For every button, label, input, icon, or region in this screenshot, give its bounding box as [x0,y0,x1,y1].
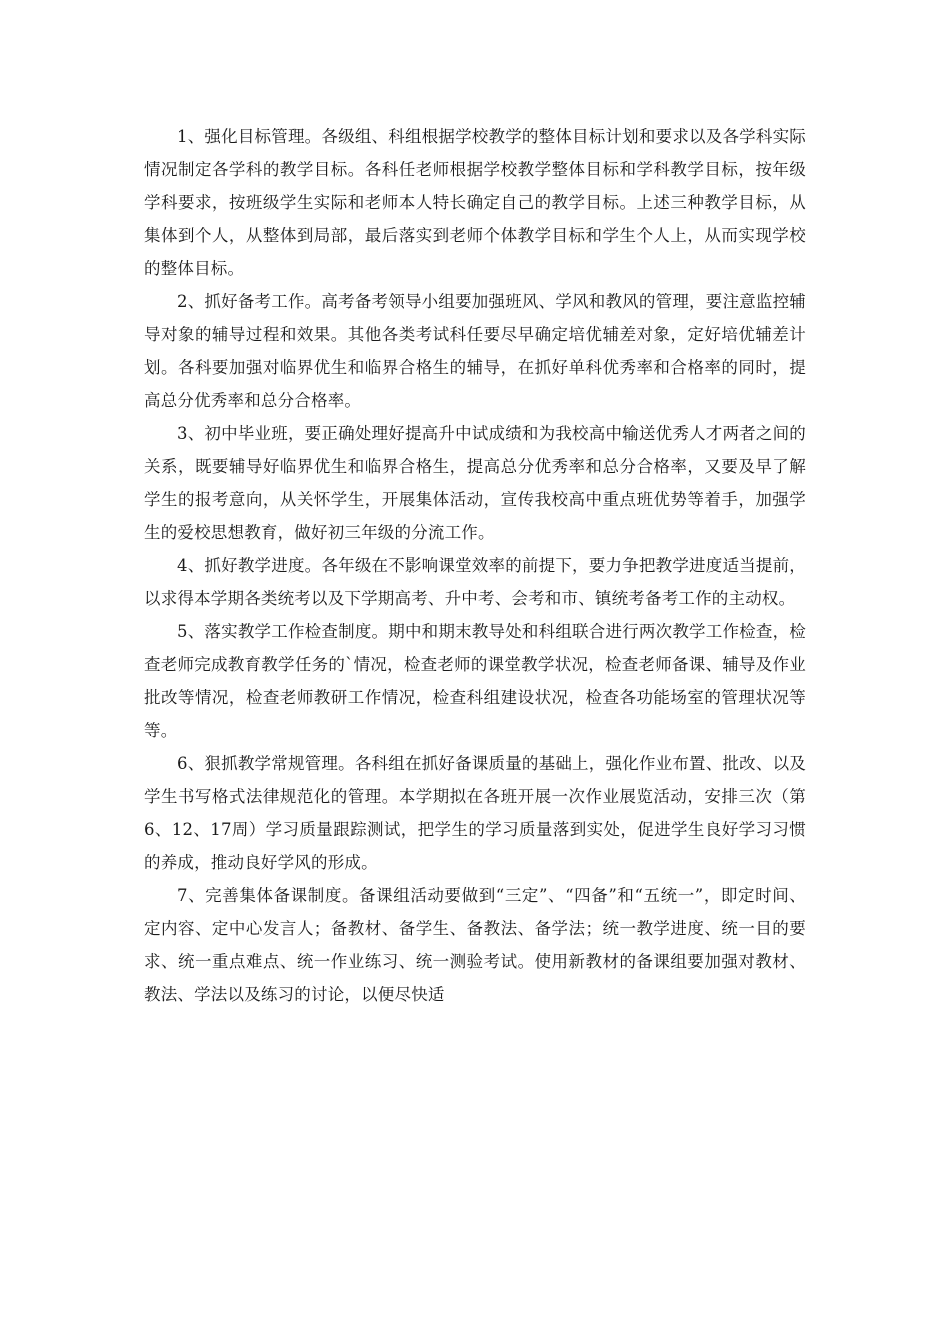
paragraph-5: 5、落实教学工作检查制度。期中和期末教导处和科组联合进行两次教学工作检查，检查老师完成教育教学任务的`情况，检查老师的课堂教学状况，检查老师备课、辅导及作业批改等情况，检查老师教研工作情况，检查科组建设状况，检查各功能场室的管理状况等等。 [144,622,806,740]
paragraph-6: 6、狠抓教学常规管理。各科组在抓好备课质量的基础上，强化作业布置、批改、以及学生书写格式法律规范化的管理。本学期拟在各班开展一次作业展览活动，安排三次（第6、12、17周）学习质量跟踪测试，把学生的学习质量落到实处，促进学生良好学习习惯的养成，推动良好学风的形成。 [144,754,806,872]
paragraph-3: 3、初中毕业班，要正确处理好提高升中试成绩和为我校高中输送优秀人才两者之间的关系，既要辅导好临界优生和临界合格生，提高总分优秀率和总分合格率，又要及早了解学生的报考意向，从关怀学生，开展集体活动，宣传我校高中重点班优势等着手，加强学生的爱校思想教育，做好初三年级的分流工作。 [144,424,806,542]
paragraph-2: 2、抓好备考工作。高考备考领导小组要加强班风、学风和教风的管理，要注意监控辅导对象的辅导过程和效果。其他各类考试科任要尽早确定培优辅差对象，定好培优辅差计划。各科要加强对临界优生和临界合格生的辅导，在抓好单科优秀率和合格率的同时，提高总分优秀率和总分合格率。 [144,292,806,410]
paragraph-1: 1、强化目标管理。各级组、科组根据学校教学的整体目标计划和要求以及各学科实际情况制定各学科的教学目标。各科任老师根据学校教学整体目标和学科教学目标，按年级学科要求，按班级学生实际和老师本人特长确定自己的教学目标。上述三种教学目标，从集体到个人，从整体到局部，最后落实到老师个体教学目标和学生个人上，从而实现学校的整体目标。 [144,127,806,278]
paragraph-4: 4、抓好教学进度。各年级在不影响课堂效率的前提下，要力争把教学进度适当提前，以求得本学期各类统考以及下学期高考、升中考、会考和市、镇统考备考工作的主动权。 [144,556,806,608]
document-body [144,120,806,1011]
paragraph-7: 7、完善集体备课制度。备课组活动要做到“三定”、“四备”和“五统一”，即定时间、定内容、定中心发言人；备教材、备学生、备教法、备学法；统一教学进度、统一目的要求、统一重点难点、统一作业练习、统一测验考试。使用新教材的备课组要加强对教材、教法、学法以及练习的讨论，以便尽快适 [144,886,806,1004]
